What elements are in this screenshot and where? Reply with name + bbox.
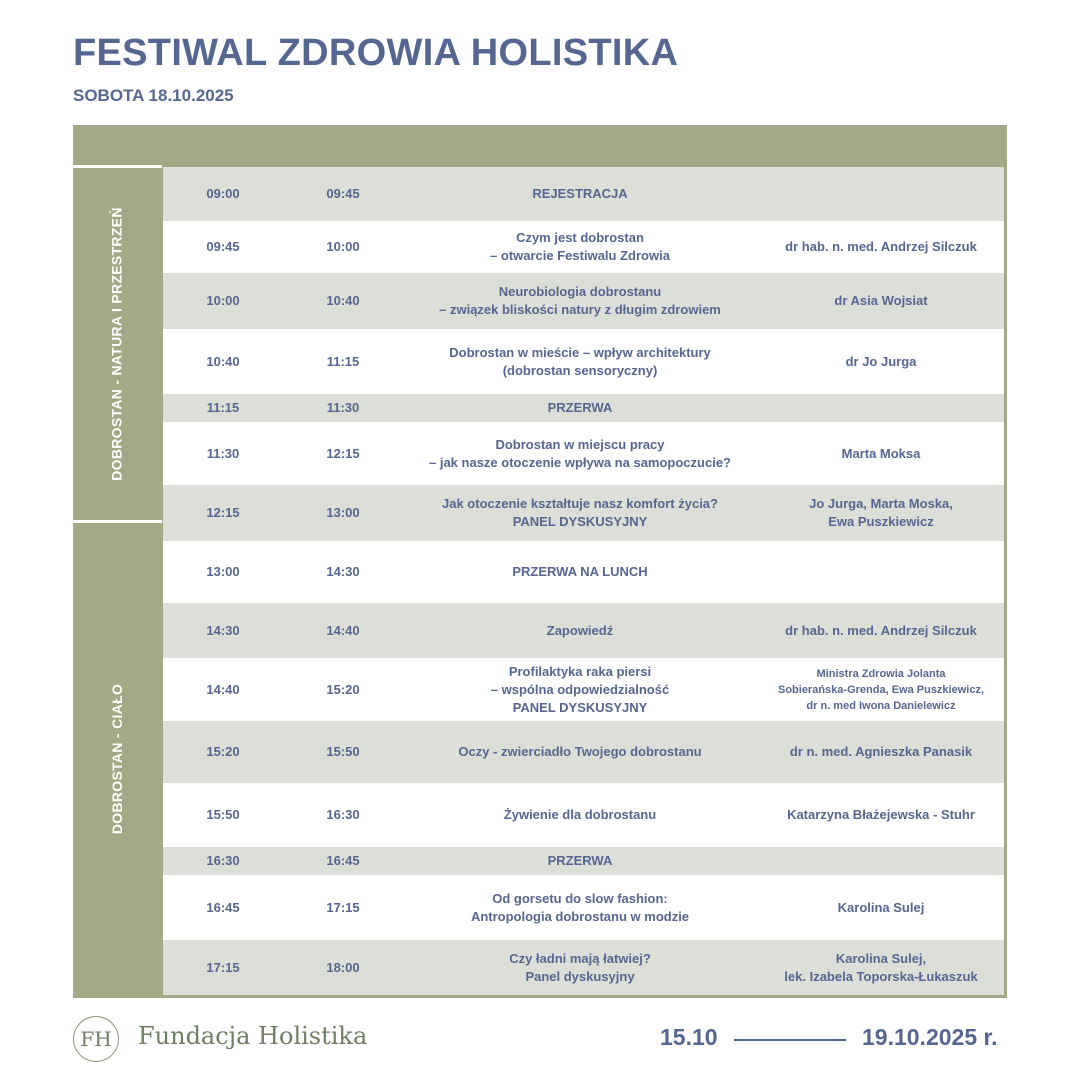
topic: Od gorsetu do slow fashion: Antropologia dobrostanu w modzie — [470, 890, 690, 924]
end-time: 09:45 — [326, 186, 360, 201]
table-row — [163, 783, 1004, 847]
date-range-line — [734, 1039, 846, 1041]
page-subtitle: SOBOTA 18.10.2025 — [73, 86, 234, 105]
end-time: 14:30 — [326, 564, 360, 579]
end-time: 11:15 — [326, 353, 360, 369]
start-time: 12:15 — [206, 505, 240, 520]
speaker: Jo Jurga, Marta Moska, Ewa Puszkiewicz — [809, 496, 953, 529]
foundation-name: Fundacja Holistika — [138, 1022, 368, 1050]
start-time: 11:30 — [206, 445, 240, 461]
speaker: Karolina Sulej, lek. Izabela Toporska-Łukaszuk — [784, 950, 978, 984]
section-label-cialo — [73, 523, 161, 995]
topic: Czym jest dobrostan – otwarcie Festiwalu Zdrowia — [490, 230, 670, 263]
topic: REJESTRACJA — [532, 186, 628, 201]
topic: Profilaktyka raka piersi – wspólna odpowiedzialność PANEL DYSKUSYJNY — [490, 663, 670, 715]
topic: Zapowiedź — [546, 622, 614, 638]
end-time: 15:20 — [326, 681, 360, 697]
start-time: 14:40 — [206, 681, 240, 697]
start-time: 16:45 — [206, 899, 240, 915]
speaker: Karolina Sulej — [837, 899, 925, 915]
section-label-natura — [73, 167, 161, 521]
end-time: 12:15 — [326, 445, 360, 461]
start-time: 15:50 — [206, 807, 240, 822]
festival-date-end: 19.10.2025 r. — [862, 1024, 998, 1050]
table-row — [163, 875, 1004, 940]
topic: PRZERWA NA LUNCH — [512, 564, 648, 579]
topic: Czy ładni mają łatwiej? Panel dyskusyjny — [509, 950, 651, 984]
table-row — [163, 847, 1004, 875]
table-row — [163, 541, 1004, 603]
start-time: 15:20 — [206, 744, 240, 759]
table-row — [163, 273, 1004, 329]
table-row — [163, 167, 1004, 221]
table-row — [163, 329, 1004, 394]
topic: Żywienie dla dobrostanu — [503, 807, 657, 822]
speaker: dr Jo Jurga — [845, 353, 917, 369]
festival-date-start: 15.10 — [660, 1024, 718, 1050]
start-time: 10:00 — [206, 293, 240, 308]
end-time: 16:30 — [326, 807, 360, 822]
end-time: 11:30 — [326, 400, 360, 415]
start-time: 09:00 — [206, 186, 240, 201]
table-row — [163, 221, 1004, 273]
section-label-text: DOBROSTAN - CIAŁO — [109, 683, 125, 835]
speaker: dr n. med. Agnieszka Panasik — [789, 744, 973, 759]
start-time: 16:30 — [206, 853, 240, 868]
topic: Neurobiologia dobrostanu – związek bliskości natury z długim zdrowiem — [439, 284, 721, 317]
foundation-logo: FH — [73, 1016, 119, 1062]
table-row — [163, 658, 1004, 721]
end-time: 18:00 — [326, 959, 360, 975]
end-time: 10:40 — [326, 293, 360, 308]
start-time: 13:00 — [206, 564, 240, 579]
table-row — [163, 394, 1004, 422]
start-time: 11:15 — [206, 400, 240, 415]
end-time: 10:00 — [326, 239, 360, 254]
speaker: Katarzyna Błażejewska - Stuhr — [787, 807, 975, 822]
end-time: 17:15 — [326, 899, 360, 915]
section-label-text: DOBROSTAN - NATURA I PRZESTRZEŃ — [109, 207, 126, 481]
topic: Jak otoczenie kształtuje nasz komfort życia? PANEL DYSKUSYJNY — [442, 496, 718, 529]
topic: PRZERWA — [547, 853, 613, 868]
start-time: 10:40 — [206, 353, 240, 369]
start-time: 09:45 — [206, 239, 240, 254]
end-time: 13:00 — [326, 505, 360, 520]
end-time: 14:40 — [326, 622, 360, 638]
section-divider — [73, 165, 162, 168]
table-row — [163, 721, 1004, 783]
start-time: 14:30 — [206, 622, 240, 638]
schedule-table — [73, 125, 1007, 998]
start-time: 17:15 — [206, 959, 240, 975]
topic: Dobrostan w miejscu pracy – jak nasze otoczenie wpływa na samopoczucie? — [429, 436, 731, 470]
end-time: 16:45 — [326, 853, 360, 868]
speaker: dr hab. n. med. Andrzej Silczuk — [785, 622, 977, 638]
topic: Dobrostan w mieście – wpływ architektury (dobrostan sensoryczny) — [449, 344, 711, 378]
speaker: dr Asia Wojsiat — [834, 293, 928, 308]
speaker: Ministra Zdrowia Jolanta Sobierańska-Grenda, Ewa Puszkiewicz, dr n. med Iwona Danielewicz — [777, 667, 985, 712]
table-row — [163, 940, 1004, 995]
table-row — [163, 485, 1004, 541]
table-row — [163, 603, 1004, 658]
topic: Oczy - zwierciadło Twojego dobrostanu — [458, 744, 702, 759]
page-title: FESTIWAL ZDROWIA HOLISTIKA — [73, 32, 679, 74]
table-row — [163, 422, 1004, 485]
speaker: Marta Moksa — [841, 445, 921, 461]
end-time: 15:50 — [326, 744, 360, 759]
topic: PRZERWA — [547, 400, 613, 415]
speaker: dr hab. n. med. Andrzej Silczuk — [785, 239, 977, 254]
